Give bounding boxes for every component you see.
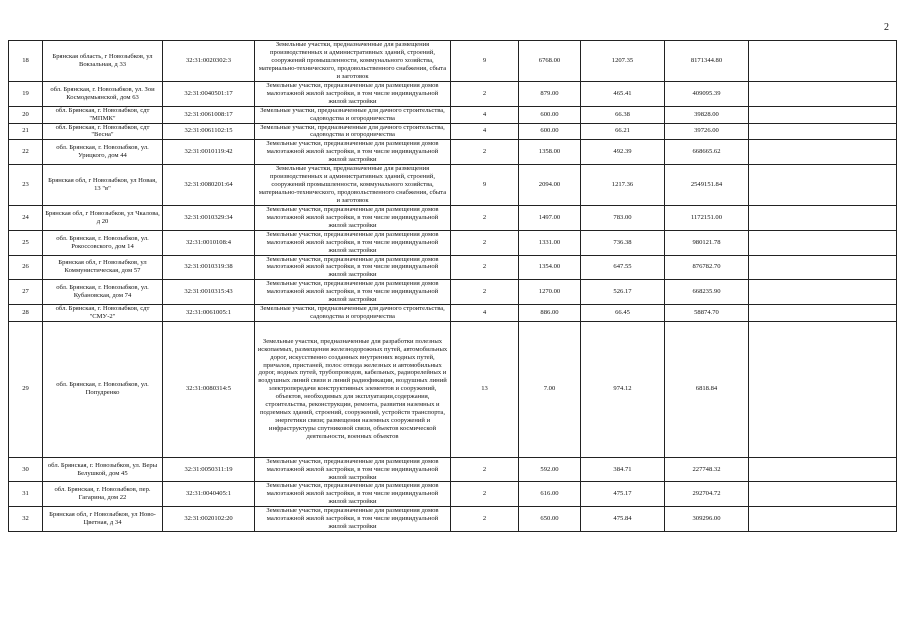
- row-number: 25: [9, 230, 43, 255]
- empty-cell: [749, 106, 897, 123]
- cadastral-value: 876782.70: [665, 255, 749, 280]
- row-number: 31: [9, 482, 43, 507]
- use-group: 2: [451, 206, 519, 231]
- cadastral-number: 32:31:0040405:1: [163, 482, 255, 507]
- cadastral-number: 32:31:0010319:38: [163, 255, 255, 280]
- land-use-type: Земельные участки, предназначенные для дачного строительства, садоводства и огородничества: [255, 304, 451, 321]
- cadastral-number: 32:31:0061102:15: [163, 123, 255, 140]
- area-cell: 1331.00: [519, 230, 581, 255]
- table-row: [9, 280, 897, 305]
- cadastral-number: 32:31:0020102:20: [163, 507, 255, 532]
- land-use-type: Земельные участки, предназначенные для размещения производственных и административных зданий, строений, сооружений промышленности, коммунального хозяйства, материально-технического, продовольственного снабжения, сбыта и заготовок: [255, 165, 451, 206]
- table-row: [9, 123, 897, 140]
- cadastral-value: 1172151.00: [665, 206, 749, 231]
- row-number: 26: [9, 255, 43, 280]
- land-use-type: Земельные участки, предназначенные для размещения домов малоэтажной жилой застройки, в том числе индивидуальной жилой застройки: [255, 507, 451, 532]
- row-number: 18: [9, 41, 43, 82]
- land-use-type: Земельные участки, предназначенные для размещения домов малоэтажной жилой застройки, в том числе индивидуальной жилой застройки: [255, 206, 451, 231]
- address-cell: Брянская обл, г Новозыбков, ул Ново-Цветная, д 34: [43, 507, 163, 532]
- empty-cell: [749, 123, 897, 140]
- price-per-sqm: 736.38: [581, 230, 665, 255]
- area-cell: 879.00: [519, 82, 581, 107]
- address-cell: обл. Брянская, г. Новозыбков, ул. Зои Космодемьянской, дом 63: [43, 82, 163, 107]
- use-group: 9: [451, 41, 519, 82]
- price-per-sqm: 66.45: [581, 304, 665, 321]
- land-use-type: Земельные участки, предназначенные для размещения домов малоэтажной жилой застройки, в том числе индивидуальной жилой застройки: [255, 82, 451, 107]
- cadastral-value: 668235.90: [665, 280, 749, 305]
- row-number: 23: [9, 165, 43, 206]
- row-number: 24: [9, 206, 43, 231]
- page-number: 2: [884, 22, 889, 33]
- table-row: [9, 255, 897, 280]
- land-plots-table: [8, 40, 897, 532]
- area-cell: 600.00: [519, 106, 581, 123]
- empty-cell: [749, 41, 897, 82]
- address-cell: обл. Брянская, г. Новозыбков, сдт "Весна": [43, 123, 163, 140]
- use-group: 4: [451, 304, 519, 321]
- cadastral-number: 32:31:0010315:43: [163, 280, 255, 305]
- cadastral-number: 32:31:0010119:42: [163, 140, 255, 165]
- table-row: [9, 206, 897, 231]
- cadastral-number: 32:31:0080201:64: [163, 165, 255, 206]
- area-cell: 650.00: [519, 507, 581, 532]
- price-per-sqm: 783.00: [581, 206, 665, 231]
- table-row: [9, 41, 897, 82]
- price-per-sqm: 974.12: [581, 321, 665, 457]
- address-cell: Брянская обл, г Новозыбков, ул Новая, 13 "в": [43, 165, 163, 206]
- cadastral-number: 32:31:0010108:4: [163, 230, 255, 255]
- row-number: 22: [9, 140, 43, 165]
- cadastral-value: 6818.84: [665, 321, 749, 457]
- table-row: [9, 82, 897, 107]
- area-cell: 1358.00: [519, 140, 581, 165]
- cadastral-value: 39726.00: [665, 123, 749, 140]
- address-cell: обл. Брянская, г. Новозыбков, сдт "СМУ-2": [43, 304, 163, 321]
- use-group: 2: [451, 255, 519, 280]
- empty-cell: [749, 140, 897, 165]
- land-use-type: Земельные участки, предназначенные для размещения домов малоэтажной жилой застройки, в том числе индивидуальной жилой застройки: [255, 457, 451, 482]
- area-cell: 886.00: [519, 304, 581, 321]
- cadastral-value: 227748.32: [665, 457, 749, 482]
- price-per-sqm: 66.38: [581, 106, 665, 123]
- price-per-sqm: 526.17: [581, 280, 665, 305]
- cadastral-number: 32:31:0020302:3: [163, 41, 255, 82]
- area-cell: 600.00: [519, 123, 581, 140]
- address-cell: обл. Брянская, г. Новозыбков, ул. Рокоссовского, дом 14: [43, 230, 163, 255]
- cadastral-number: 32:31:0061008:17: [163, 106, 255, 123]
- price-per-sqm: 475.84: [581, 507, 665, 532]
- land-use-type: Земельные участки, предназначенные для дачного строительства, садоводства и огородничества: [255, 123, 451, 140]
- land-use-type: Земельные участки, предназначенные для размещения домов малоэтажной жилой застройки, в том числе индивидуальной жилой застройки: [255, 230, 451, 255]
- row-number: 32: [9, 507, 43, 532]
- table-row: [9, 507, 897, 532]
- land-use-type: Земельные участки, предназначенные для размещения производственных и административных зданий, строений, сооружений промышленности, коммунального хозяйства, материально-технического, продовольственного снабжения, сбыта и заготовок: [255, 41, 451, 82]
- area-cell: 2094.00: [519, 165, 581, 206]
- area-cell: 1270.00: [519, 280, 581, 305]
- empty-cell: [749, 82, 897, 107]
- cadastral-value: 39828.00: [665, 106, 749, 123]
- use-group: 2: [451, 457, 519, 482]
- address-cell: Брянская обл, г Новозыбков, ул Чкалова, д 20: [43, 206, 163, 231]
- cadastral-value: 409095.39: [665, 82, 749, 107]
- use-group: 9: [451, 165, 519, 206]
- use-group: 2: [451, 230, 519, 255]
- address-cell: обл. Брянская, г. Новозыбков, пер. Гагарина, дом 22: [43, 482, 163, 507]
- price-per-sqm: 1207.35: [581, 41, 665, 82]
- cadastral-value: 292704.72: [665, 482, 749, 507]
- empty-cell: [749, 321, 897, 457]
- cadastral-value: 980121.78: [665, 230, 749, 255]
- land-use-type: Земельные участки, предназначенные для разработки полезных ископаемых, размещения железнодорожных путей, автомобильных дорог, искусственно созданных внутренних водных путей, причалов, пристаней, полос отвода железных и автомобильных дорог, водных путей, трубопроводов, кабельных, радиорелейных и воздушных линий связи и линий радиофикации, воздушных линий электропередачи конструктивных элементов и сооружений, объектов, необходимых для эксплуатации,содержания, строительства, реконструкции, ремонта, развития наземных и подземных зданий, строений, сооружений, устройств транспорта, энергетики связи; размещения наземных сооружений и инфраструктуры спутниковой связи, объектов космической деятельности, военных объектов: [255, 321, 451, 457]
- cadastral-value: 8171344.80: [665, 41, 749, 82]
- area-cell: 7.00: [519, 321, 581, 457]
- land-use-type: Земельные участки, предназначенные для дачного строительства, садоводства и огородничества: [255, 106, 451, 123]
- area-cell: 592.00: [519, 457, 581, 482]
- empty-cell: [749, 206, 897, 231]
- land-use-type: Земельные участки, предназначенные для размещения домов малоэтажной жилой застройки, в том числе индивидуальной жилой застройки: [255, 280, 451, 305]
- row-number: 27: [9, 280, 43, 305]
- row-number: 30: [9, 457, 43, 482]
- table-row: [9, 230, 897, 255]
- address-cell: Брянская область, г Новозыбков, ул Вокзальная, д 33: [43, 41, 163, 82]
- table-row: [9, 457, 897, 482]
- address-cell: обл. Брянская, г. Новозыбков, ул. Попудренко: [43, 321, 163, 457]
- table-row: [9, 321, 897, 457]
- row-number: 20: [9, 106, 43, 123]
- area-cell: 1354.00: [519, 255, 581, 280]
- use-group: 13: [451, 321, 519, 457]
- row-number: 29: [9, 321, 43, 457]
- row-number: 28: [9, 304, 43, 321]
- price-per-sqm: 66.21: [581, 123, 665, 140]
- cadastral-value: 58874.70: [665, 304, 749, 321]
- use-group: 4: [451, 106, 519, 123]
- area-cell: 1497.00: [519, 206, 581, 231]
- use-group: 2: [451, 507, 519, 532]
- table-row: [9, 165, 897, 206]
- table-row: [9, 304, 897, 321]
- use-group: 2: [451, 280, 519, 305]
- land-use-type: Земельные участки, предназначенные для размещения домов малоэтажной жилой застройки, в том числе индивидуальной жилой застройки: [255, 482, 451, 507]
- price-per-sqm: 384.71: [581, 457, 665, 482]
- price-per-sqm: 465.41: [581, 82, 665, 107]
- cadastral-number: 32:31:0010329:34: [163, 206, 255, 231]
- use-group: 2: [451, 482, 519, 507]
- cadastral-number: 32:31:0080314:5: [163, 321, 255, 457]
- empty-cell: [749, 304, 897, 321]
- cadastral-value: 668665.62: [665, 140, 749, 165]
- use-group: 2: [451, 140, 519, 165]
- empty-cell: [749, 482, 897, 507]
- empty-cell: [749, 457, 897, 482]
- land-use-type: Земельные участки, предназначенные для размещения домов малоэтажной жилой застройки, в том числе индивидуальной жилой застройки: [255, 140, 451, 165]
- price-per-sqm: 492.39: [581, 140, 665, 165]
- empty-cell: [749, 230, 897, 255]
- row-number: 21: [9, 123, 43, 140]
- cadastral-number: 32:31:0050311:19: [163, 457, 255, 482]
- cadastral-number: 32:31:0040501:17: [163, 82, 255, 107]
- price-per-sqm: 475.17: [581, 482, 665, 507]
- table-row: [9, 106, 897, 123]
- empty-cell: [749, 507, 897, 532]
- cadastral-number: 32:31:0061005:1: [163, 304, 255, 321]
- address-cell: обл. Брянская, г. Новозыбков, сдт "МПМК": [43, 106, 163, 123]
- table-row: [9, 140, 897, 165]
- price-per-sqm: 1217.36: [581, 165, 665, 206]
- table-row: [9, 482, 897, 507]
- address-cell: обл. Брянская, г. Новозыбков, ул. Урицкого, дом 44: [43, 140, 163, 165]
- land-use-type: Земельные участки, предназначенные для размещения домов малоэтажной жилой застройки, в том числе индивидуальной жилой застройки: [255, 255, 451, 280]
- use-group: 2: [451, 82, 519, 107]
- empty-cell: [749, 165, 897, 206]
- area-cell: 6768.00: [519, 41, 581, 82]
- cadastral-value: 2549151.84: [665, 165, 749, 206]
- use-group: 4: [451, 123, 519, 140]
- empty-cell: [749, 280, 897, 305]
- area-cell: 616.00: [519, 482, 581, 507]
- price-per-sqm: 647.55: [581, 255, 665, 280]
- cadastral-value: 309296.00: [665, 507, 749, 532]
- address-cell: обл. Брянская, г. Новозыбков, ул. Кубановская, дом 74: [43, 280, 163, 305]
- empty-cell: [749, 255, 897, 280]
- address-cell: обл. Брянская, г. Новозыбков, ул. Веры Белушкой, дом 45: [43, 457, 163, 482]
- address-cell: Брянская обл, г Новозыбков, ул Коммунистическая, дом 57: [43, 255, 163, 280]
- row-number: 19: [9, 82, 43, 107]
